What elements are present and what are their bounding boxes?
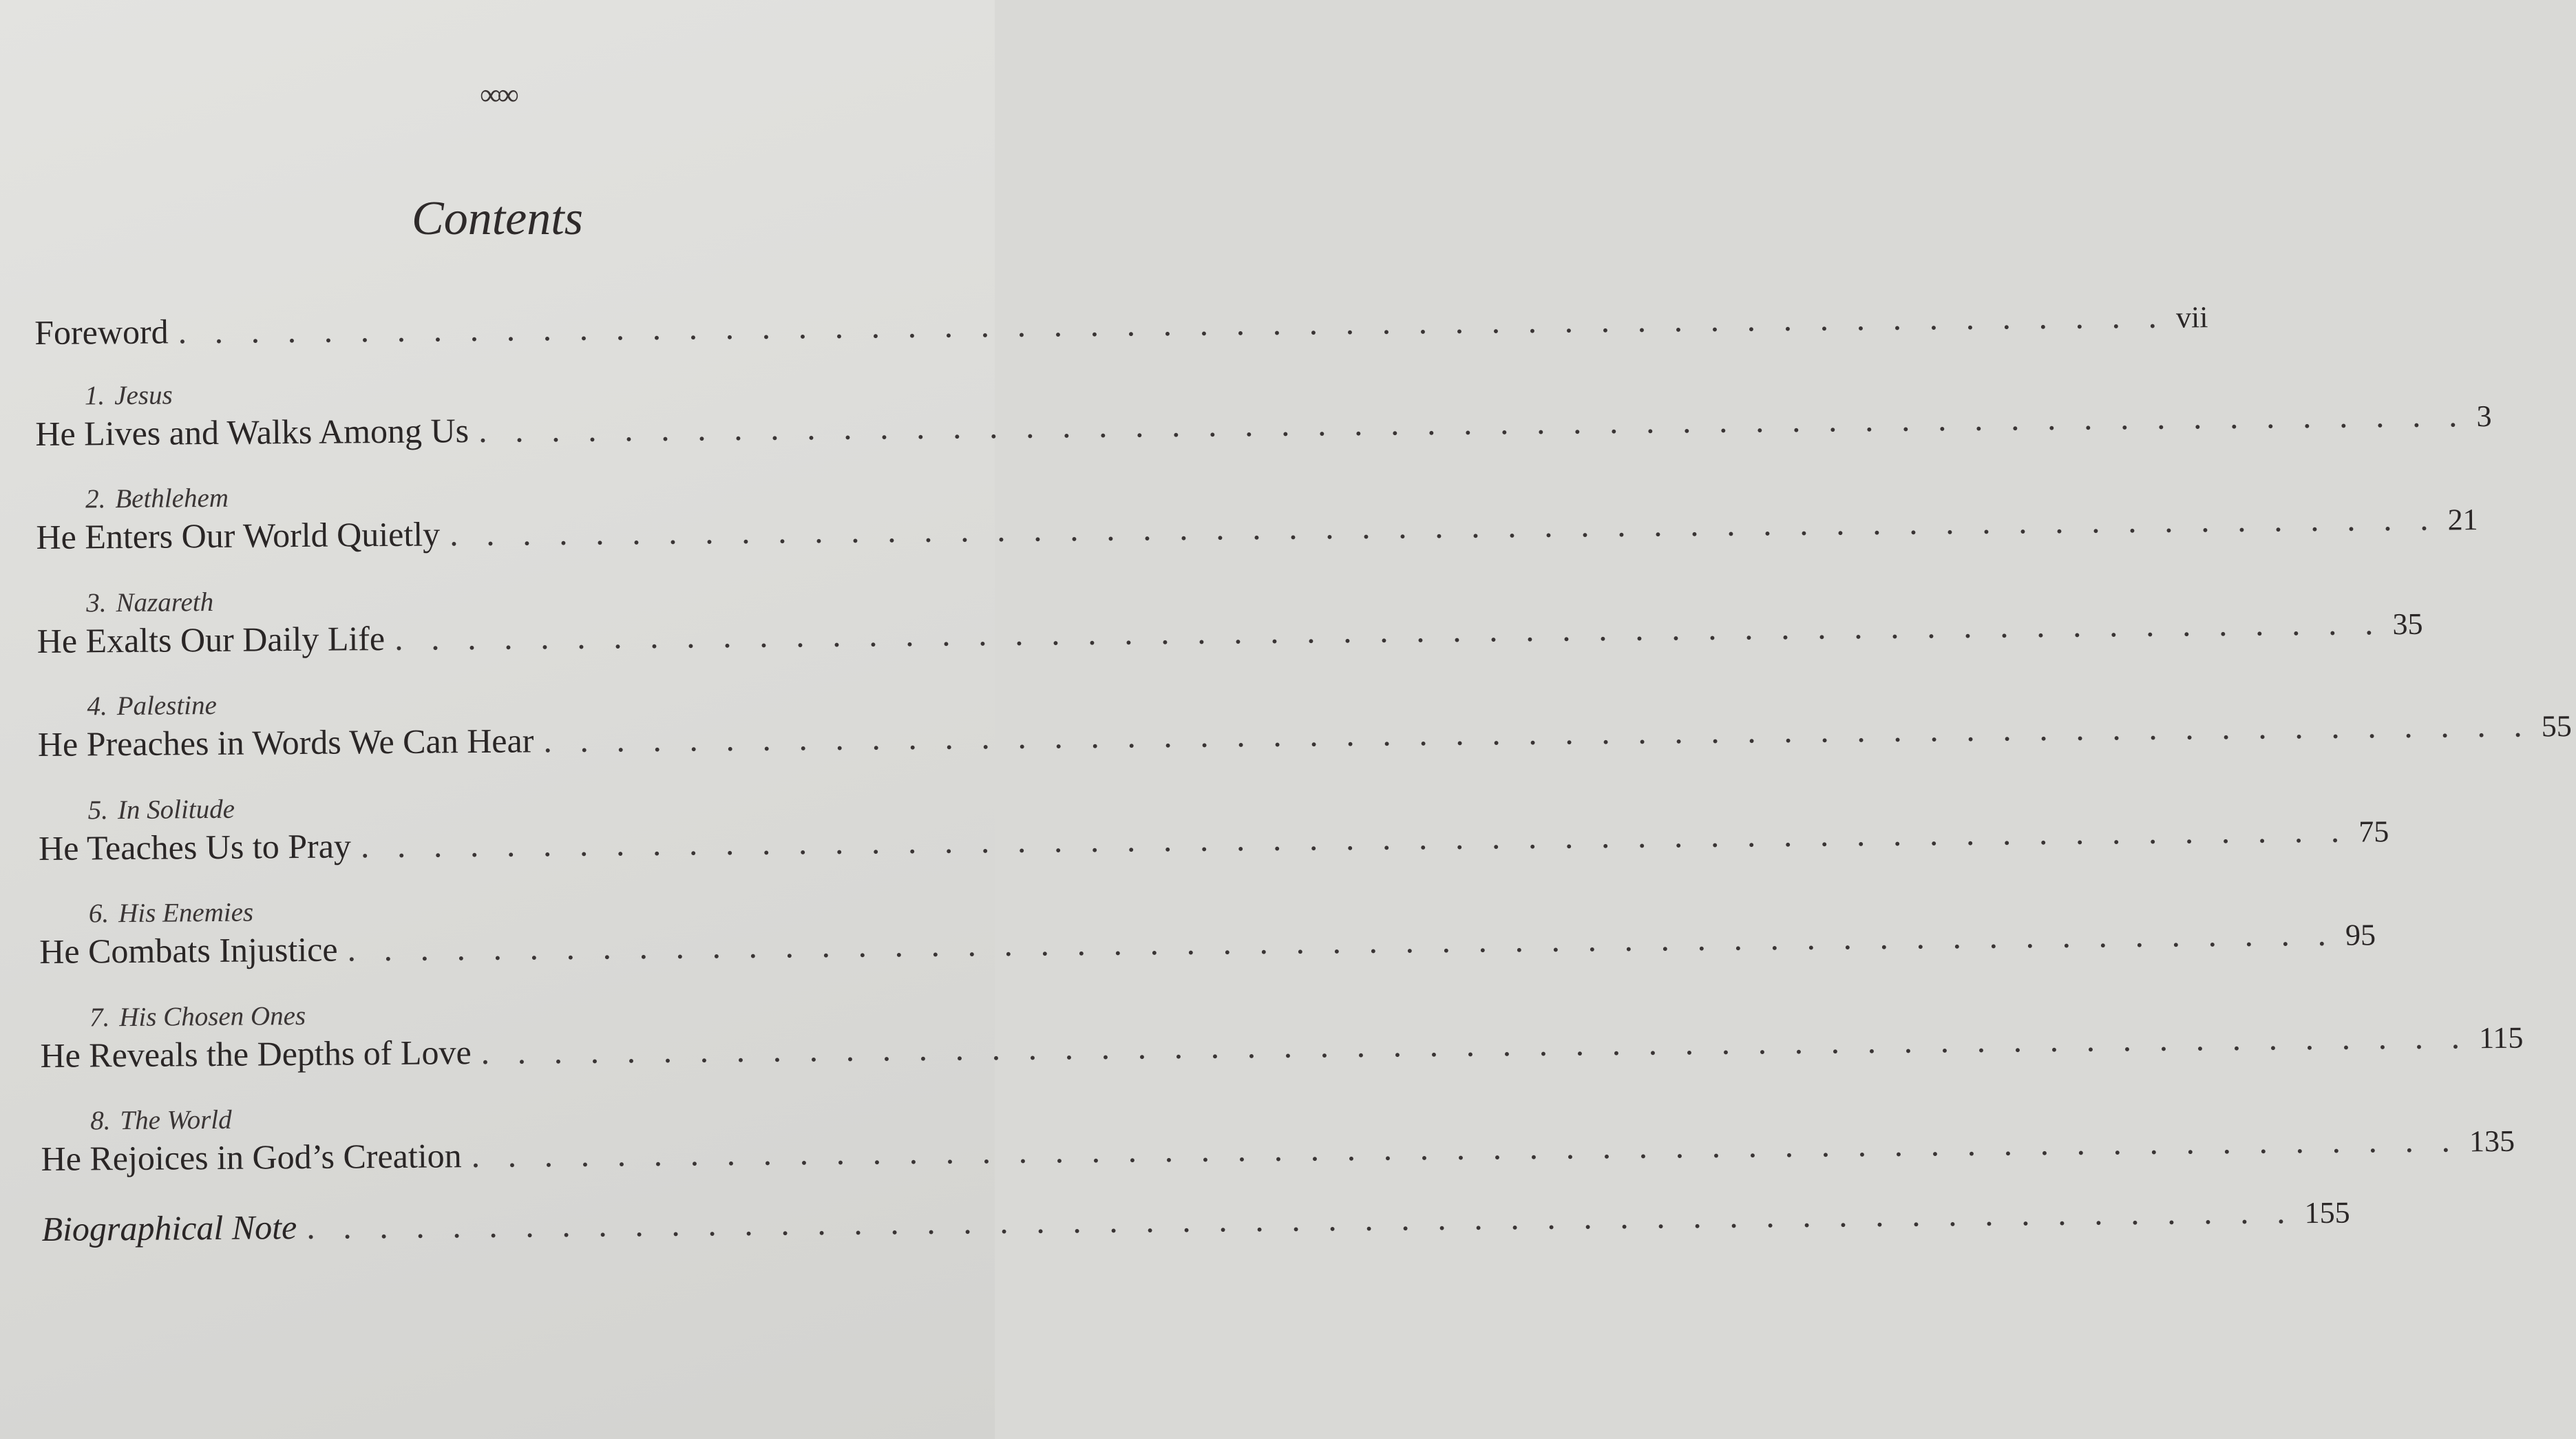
chapter-place: His Chosen Ones [119,1000,306,1032]
toc-chapter-8 [41,1099,2515,1179]
toc-chapter-5 [38,788,2389,868]
chapter-place: Nazareth [116,587,214,618]
entry-page-number: 75 [2358,814,2389,849]
chapter-place: His Enemies [118,897,254,929]
ornament-icon: ∞∞ [480,78,515,112]
chapter-place: The World [120,1104,232,1136]
chapter-number: 2. [85,484,106,514]
toc-entry-foreword [34,296,2208,353]
chapter-title: He Lives and Walks Among Us [35,410,469,453]
chapter-title: He Preaches in Words We Can Hear [37,721,534,764]
entry-label: Foreword [34,312,169,352]
page-title: Contents [412,192,583,245]
chapter-place: Bethlehem [115,483,229,514]
entry-page-number: vii [2175,300,2208,335]
dot-leader: . . . . . . . . . . . . . . . . . . . . . . . . . . . . . . . . . . . . . . . . . . . . . . . . . . . . . . . [449,498,2438,554]
chapter-title: He Enters Our World Quietly [36,514,441,556]
dot-leader: . . . . . . . . . . . . . . . . . . . . . . . . . . . . . . . . . . . . . . . . . . . . . . . . . . . . . . . [471,1120,2460,1175]
toc-chapter-3 [36,580,2423,661]
toc-chapter-7 [40,995,2524,1075]
toc-entry-biographical-note [41,1191,2350,1249]
toc-chapter-2 [36,477,2478,558]
entry-page-number: 135 [2469,1124,2515,1159]
entry-page-number: 21 [2447,503,2478,537]
entry-page-number: 115 [2478,1020,2524,1055]
toc-chapter-4 [37,684,2572,765]
entry-page-number: 155 [2304,1195,2350,1230]
chapter-title: He Combats Injustice [39,929,338,971]
chapter-place: In Solitude [117,794,235,825]
dot-leader: . . . . . . . . . . . . . . . . . . . . . . . . . . . . . . . . . . . . . . . . . . . . . . . . . . . . . . . [347,914,2336,969]
chapter-number: 3. [86,587,107,618]
dot-leader: . . . . . . . . . . . . . . . . . . . . . . . . . . . . . . . . . . . . . . . . . . . . . . . . . . . . . . . [360,810,2350,865]
dot-leader: . . . . . . . . . . . . . . . . . . . . . . . . . . . . . . . . . . . . . . . . . . . . . . . . . . . . . . . [478,395,2467,450]
dot-leader: . . . . . . . . . . . . . . . . . . . . . . . . . . . . . . . . . . . . . . . . . . . . . . . . . . . . . . . [178,296,2167,351]
dot-leader: . . . . . . . . . . . . . . . . . . . . . . . . . . . . . . . . . . . . . . . . . . . . . . . . . . . . . . . [306,1191,2295,1246]
entry-page-number: 35 [2392,607,2423,641]
toc-chapter-6 [39,892,2376,972]
chapter-place: Jesus [114,379,173,410]
dot-leader: . . . . . . . . . . . . . . . . . . . . . . . . . . . . . . . . . . . . . . . . . . . . . . . . . . . . . . . [543,705,2532,760]
chapter-title: He Exalts Our Daily Life [36,618,386,660]
dot-leader: . . . . . . . . . . . . . . . . . . . . . . . . . . . . . . . . . . . . . . . . . . . . . . . . . . . . . . . [394,602,2383,658]
chapter-number: 7. [89,1002,110,1032]
entry-page-number: 3 [2476,399,2492,433]
entry-page-number: 55 [2541,709,2572,744]
chapter-number: 6. [88,899,109,929]
chapter-number: 1. [84,380,105,410]
entry-page-number: 95 [2345,918,2376,952]
dot-leader: . . . . . . . . . . . . . . . . . . . . . . . . . . . . . . . . . . . . . . . . . . . . . . . . . . . . . . . [481,1016,2470,1071]
chapter-title: He Teaches Us to Pray [38,826,352,868]
chapter-number: 4. [87,691,107,722]
toc-chapter-1 [35,373,2492,454]
chapter-title: He Reveals the Depths of Love [40,1032,472,1075]
entry-label: Biographical Note [41,1207,297,1248]
chapter-title: He Rejoices in God’s Creation [41,1136,462,1178]
chapter-number: 8. [90,1106,111,1136]
chapter-number: 5. [87,795,109,825]
table-of-contents [34,296,2572,1279]
chapter-place: Palestine [116,690,218,722]
